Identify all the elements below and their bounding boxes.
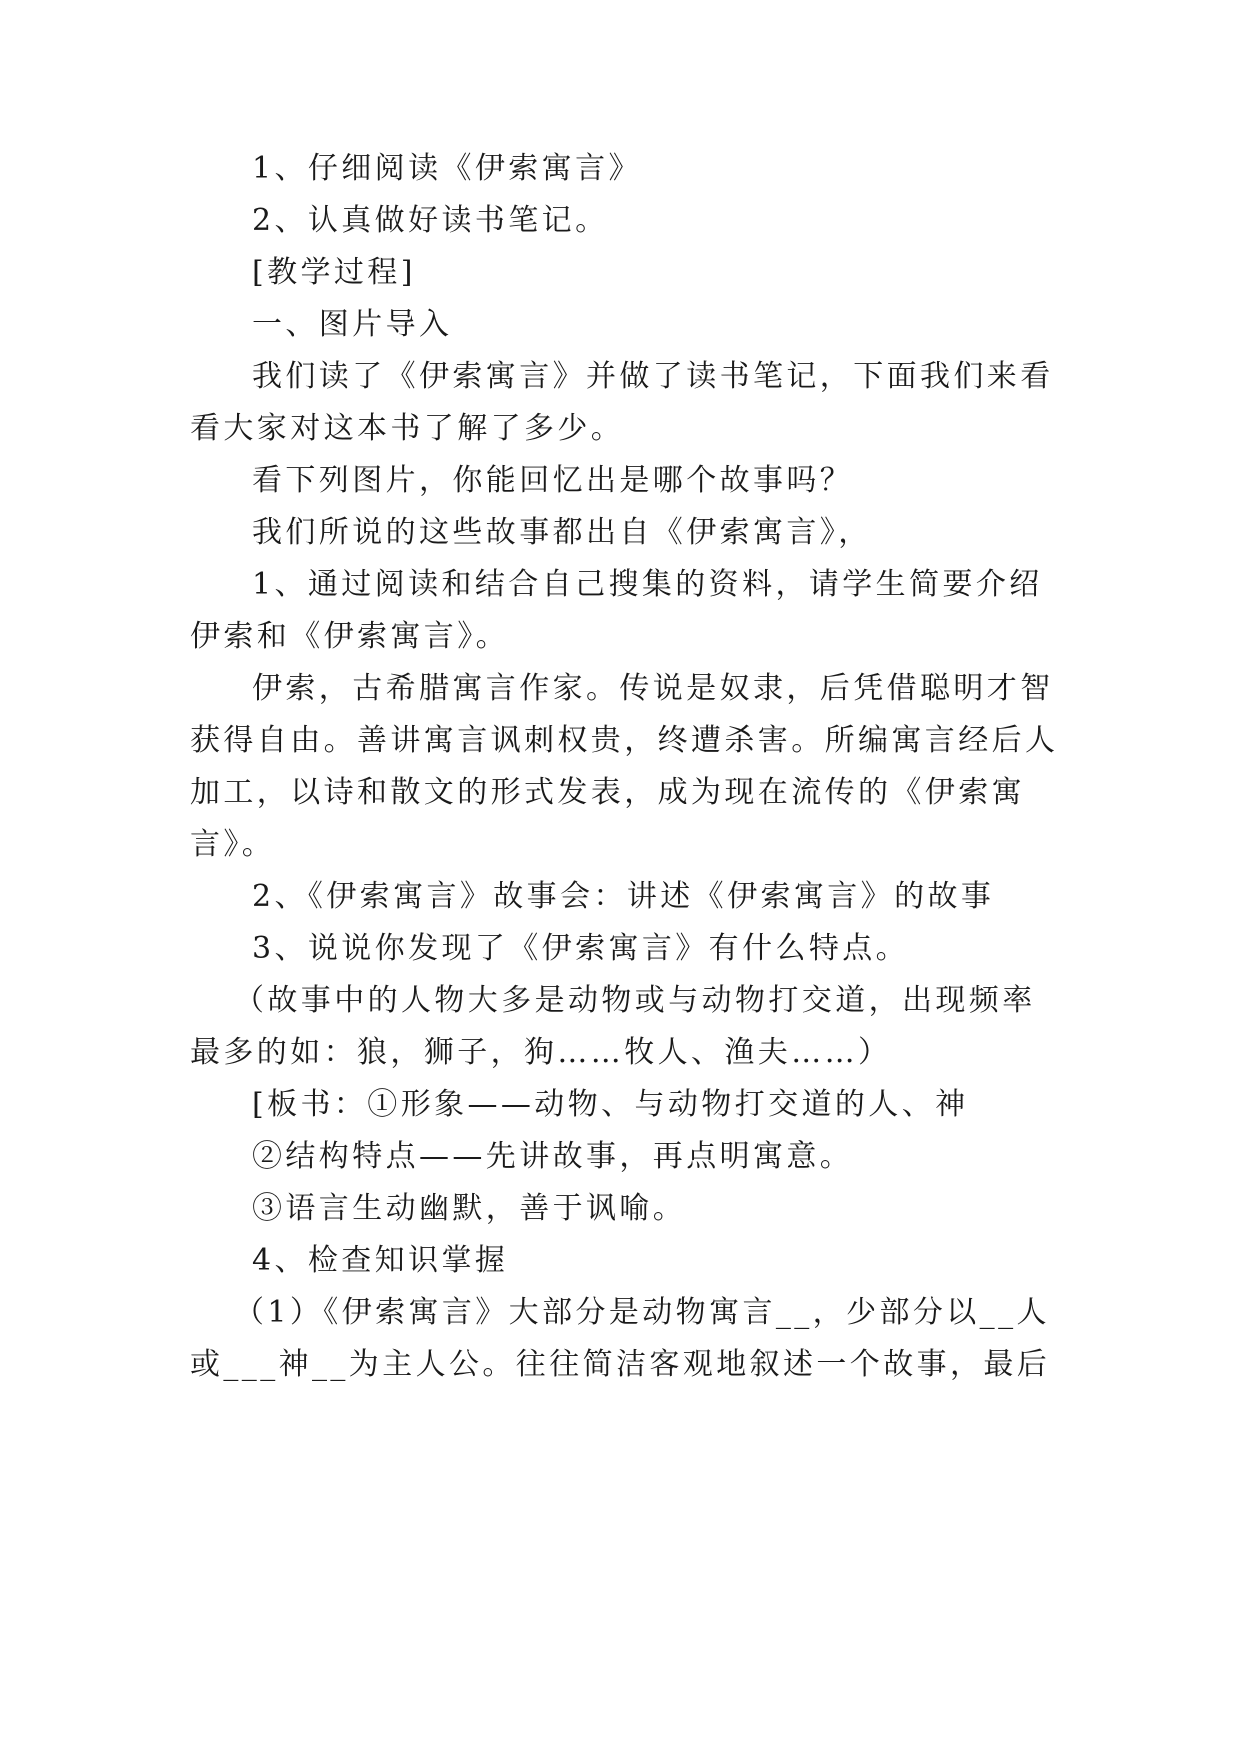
paragraph-9-line-2: 获得自由。善讲寓言讽刺权贵，终遭杀害。所编寓言经后人	[190, 723, 1059, 758]
paragraph-17-line-2: 或___神__为主人公。往往简洁客观地叙述一个故事，最后	[190, 1347, 1051, 1382]
paragraph-2: 2、认真做好读书笔记。	[252, 203, 609, 238]
paragraph-8-line-1: 1、通过阅读和结合自己搜集的资料，请学生简要介绍	[252, 567, 1043, 602]
board-notes-line-2: ②结构特点——先讲故事，再点明寓意。	[252, 1139, 854, 1174]
subsection-heading: 一、图片导入	[252, 307, 453, 342]
paragraph-1: 1、仔细阅读《伊索寓言》	[252, 151, 642, 186]
paragraph-7: 我们所说的这些故事都出自《伊索寓言》，	[252, 515, 872, 550]
board-notes-line-1: [板书：①形象——动物、与动物打交道的人、神	[252, 1087, 969, 1122]
paragraph-8-line-2: 伊索和《伊索寓言》。	[190, 619, 509, 654]
paragraph-5-line-2: 看大家对这本书了解了多少。	[190, 411, 625, 446]
board-notes-line-3: ③语言生动幽默，善于讽喻。	[252, 1191, 687, 1226]
paragraph-10: 2、《伊索寓言》故事会：讲述《伊索寓言》的故事	[252, 879, 995, 914]
paragraph-11: 3、说说你发现了《伊索寓言》有什么特点。	[252, 931, 910, 966]
paragraph-9-line-3: 加工，以诗和散文的形式发表，成为现在流传的《伊索寓	[190, 775, 1025, 810]
paragraph-5-line-1: 我们读了《伊索寓言》并做了读书笔记，下面我们来看	[252, 359, 1054, 394]
paragraph-16: 4、检查知识掌握	[252, 1243, 509, 1278]
paragraph-6: 看下列图片，你能回忆出是哪个故事吗？	[252, 463, 854, 498]
paragraph-17-line-1: （1）《伊索寓言》大部分是动物寓言__，少部分以__人	[234, 1295, 1050, 1330]
paragraph-9-line-1: 伊索，古希腊寓言作家。传说是奴隶，后凭借聪明才智	[252, 671, 1054, 706]
section-heading: [教学过程]	[252, 255, 416, 290]
paragraph-12-line-2: 最多的如：狼，狮子，狗……牧人、渔夫……）	[190, 1035, 892, 1070]
paragraph-12-line-1: （故事中的人物大多是动物或与动物打交道，出现频率	[234, 983, 1036, 1018]
paragraph-9-line-4: 言》。	[190, 827, 276, 862]
